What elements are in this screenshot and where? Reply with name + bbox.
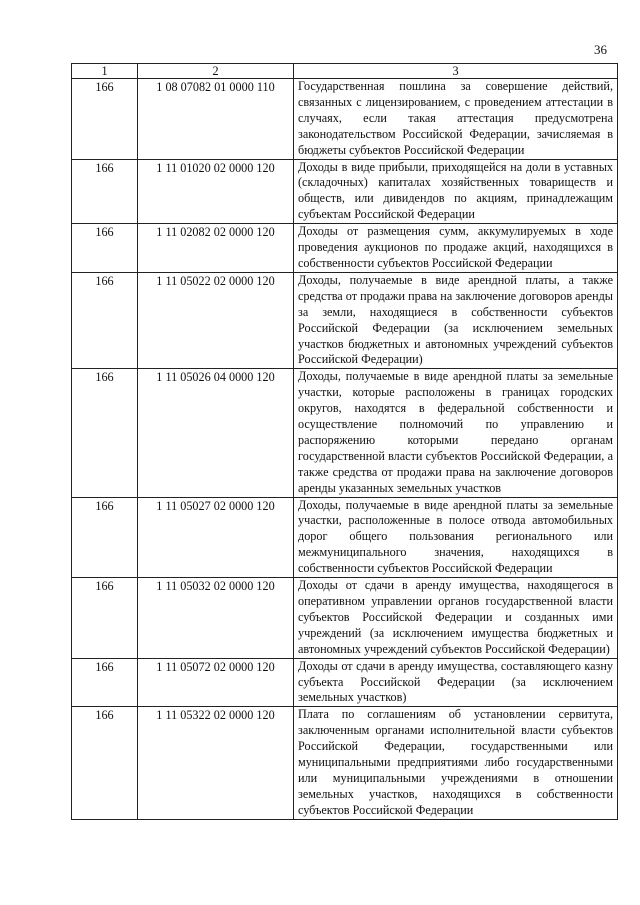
administrator-code: 166 xyxy=(72,159,138,224)
table-row xyxy=(72,159,618,224)
revenue-description: Доходы в виде прибыли, приходящейся на доли в уставных (складочных) капиталах хозяйственных товариществ и обществ, или дивидендов по акциям, принадлежащим субъектам Российской Федерации xyxy=(294,159,618,224)
administrator-code: 166 xyxy=(72,224,138,273)
revenue-description: Доходы, получаемые в виде арендной платы, а также средства от продажи права на заключение договоров аренды за земли, находящиеся в собственности субъектов Российской Федерации (за исключением земельных участков бюджетных и автономных учреждений субъектов Российской Федерации) xyxy=(294,272,618,368)
revenue-description: Плата по соглашениям об установлении сервитута, заключенным органами исполнительной власти субъектов Российской Федерации, государственными или муниципальными предприятиями либо государственными или муниципальными учреждениями в отношении земельных участков, находящихся в собственности субъектов Российской Федерации xyxy=(294,707,618,819)
table-row xyxy=(72,79,618,160)
administrator-code: 166 xyxy=(72,497,138,578)
budget-revenue-table xyxy=(71,63,618,820)
budget-classification-code: 1 11 02082 02 0000 120 xyxy=(138,224,294,273)
column-header-1: 1 xyxy=(72,64,138,79)
budget-classification-code: 1 11 05027 02 0000 120 xyxy=(138,497,294,578)
column-header-3: 3 xyxy=(294,64,618,79)
budget-classification-code: 1 11 05026 04 0000 120 xyxy=(138,369,294,497)
revenue-description: Государственная пошлина за совершение действий, связанных с лицензированием, с проведением аттестации в случаях, если такая аттестация предусмотрена законодательством Российской Федерации, зачисляемая в бюджеты субъектов Российской Федерации xyxy=(294,79,618,160)
table-row xyxy=(72,224,618,273)
budget-classification-code: 1 11 05322 02 0000 120 xyxy=(138,707,294,819)
administrator-code: 166 xyxy=(72,578,138,659)
revenue-description: Доходы, получаемые в виде арендной платы за земельные участки, которые расположены в границах городских округов, находятся в федеральной собственности и осуществление полномочий по управлению и распоряжению которыми передано органам государственной власти субъектов Российской Федерации, а также средства от продажи права на заключение договоров аренды указанных земельных участков xyxy=(294,369,618,497)
page-number: 36 xyxy=(594,42,607,57)
administrator-code: 166 xyxy=(72,658,138,707)
column-header-2: 2 xyxy=(138,64,294,79)
budget-classification-code: 1 08 07082 01 0000 110 xyxy=(138,79,294,160)
table-row xyxy=(72,658,618,707)
table-row xyxy=(72,578,618,659)
budget-classification-code: 1 11 05022 02 0000 120 xyxy=(138,272,294,368)
budget-classification-code: 1 11 05032 02 0000 120 xyxy=(138,578,294,659)
administrator-code: 166 xyxy=(72,79,138,160)
revenue-description: Доходы от сдачи в аренду имущества, находящегося в оперативном управлении органов государственной власти субъектов Российской Федерации и созданных ими учреждений (за исключением имущества бюджетных и автономных учреждений субъектов Российской Федерации) xyxy=(294,578,618,659)
administrator-code: 166 xyxy=(72,272,138,368)
table-row xyxy=(72,707,618,819)
table-row xyxy=(72,497,618,578)
table-row xyxy=(72,272,618,368)
table-row xyxy=(72,369,618,497)
administrator-code: 166 xyxy=(72,707,138,819)
budget-classification-code: 1 11 01020 02 0000 120 xyxy=(138,159,294,224)
revenue-description: Доходы от размещения сумм, аккумулируемых в ходе проведения аукционов по продаже акций, находящихся в собственности субъектов Российской Федерации xyxy=(294,224,618,273)
budget-classification-code: 1 11 05072 02 0000 120 xyxy=(138,658,294,707)
table-header-row xyxy=(72,64,618,79)
revenue-description: Доходы от сдачи в аренду имущества, составляющего казну субъекта Российской Федерации (за исключением земельных участков) xyxy=(294,658,618,707)
revenue-description: Доходы, получаемые в виде арендной платы за земельные участки, расположенные в полосе отвода автомобильных дорог общего пользования регионального или межмуниципального значения, находящихся в собственности субъектов Российской Федерации xyxy=(294,497,618,578)
administrator-code: 166 xyxy=(72,369,138,497)
